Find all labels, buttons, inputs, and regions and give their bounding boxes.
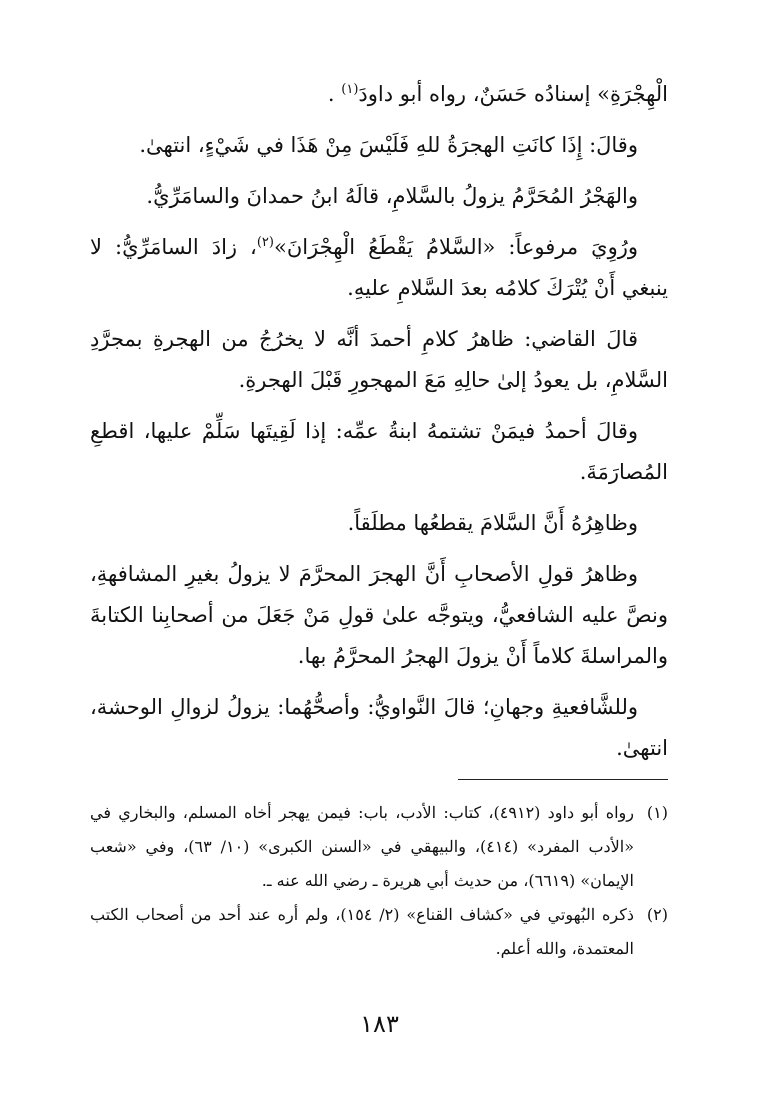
page-number: ١٨٣ <box>360 1010 399 1038</box>
footnote-1 <box>90 796 668 898</box>
paragraph-4 <box>90 227 668 309</box>
paragraph-9: وللشَّافعيةِ وجهانِ؛ قالَ النَّواويُّ: وأصحُّهُما: يزولُ لزوالِ الوحشة، انتهىٰ. <box>90 695 668 760</box>
footnotes-block <box>90 796 668 966</box>
footnote-2 <box>90 898 668 966</box>
paragraph-7: وظاهِرُهُ أَنَّ السَّلامَ يقطعُها مطلَقاً. <box>347 511 638 535</box>
main-text-block <box>90 74 668 779</box>
paragraph-6: وقالَ أحمدُ فيمَنْ تشتمهُ ابنةُ عمِّه: إذا لَقِيتَها سَلِّمْ عليها، اقطعِ المُصارَمَةَ. <box>90 419 668 484</box>
footnote-divider <box>458 779 668 780</box>
paragraph-2: وقالَ: إِذَا كانَتِ الهجرَةُ للهِ فَلَيْسَ مِنْ هَذَا في شَيْءٍ، انتهىٰ. <box>139 133 638 157</box>
paragraph-1 <box>90 74 668 115</box>
footnote-1-number: (١) <box>646 803 668 822</box>
paragraph-1-tail: . <box>327 82 342 106</box>
footnote-2-number: (٢) <box>646 905 668 924</box>
paragraph-4-text: ورُوِيَ مرفوعاً: «السَّلامُ يَقْطَعُ الْهِجْرَانَ» <box>273 235 638 259</box>
footnote-2-text: ذكره البُهوتي في «كشاف القناع» (٢/ ١٥٤)، ولم أره عند أحد من أصحاب الكتب المعتمدة، والله أعلم. <box>90 905 635 958</box>
footnote-ref-1[interactable]: (١) <box>341 82 359 97</box>
paragraph-1-text: الْهِجْرَةِ» إسنادُه حَسَنٌ، رواه أبو داودَ <box>358 82 668 106</box>
paragraph-3: والهَجْرُ المُحَرَّمُ يزولُ بالسَّلامِ، قالَهُ ابنُ حمدانَ والسامَرِّيُّ. <box>146 184 638 208</box>
footnote-1-text: رواه أبو داود (٤٩١٢)، كتاب: الأدب، باب: فيمن يهجر أخاه المسلم، والبخاري في «الأدب المفرد» (٤١٤)، والبيهقي في «السنن الكبرى» (١٠/ ٦٣)، وفي «شعب الإيمان» (٦٦١٩)، من حديث أبي هريرة ـ رضي الله عنه ـ. <box>90 803 634 890</box>
paragraph-8: وظاهرُ قولِ الأصحابِ أَنَّ الهجرَ المحرَّمَ لا يزولُ بغيرِ المشافهةِ، ونصَّ عليه الشافعيُّ، ويتوجَّه علىٰ قولِ مَنْ جَعَلَ من أصحابِنا الكتابةَ والمراسلةَ كلاماً أَنْ يزولَ الهجرُ المحرَّمُ بها. <box>90 562 668 668</box>
footnote-ref-2[interactable]: (٢) <box>256 235 274 250</box>
paragraph-4-tail: ، زادَ السامَرِّيُّ: لا ينبغي أَنْ يُتْرَكَ كلامُه بعدَ السَّلامِ عليهِ. <box>90 235 668 300</box>
paragraph-5: قالَ القاضي: ظاهرُ كلامِ أحمدَ أنَّه لا يخرُجُ من الهجرةِ بمجرَّدِ السَّلامِ، بل يعودُ إلىٰ حالِهِ مَعَ المهجورِ قَبْلَ الهجرةِ. <box>90 327 668 392</box>
